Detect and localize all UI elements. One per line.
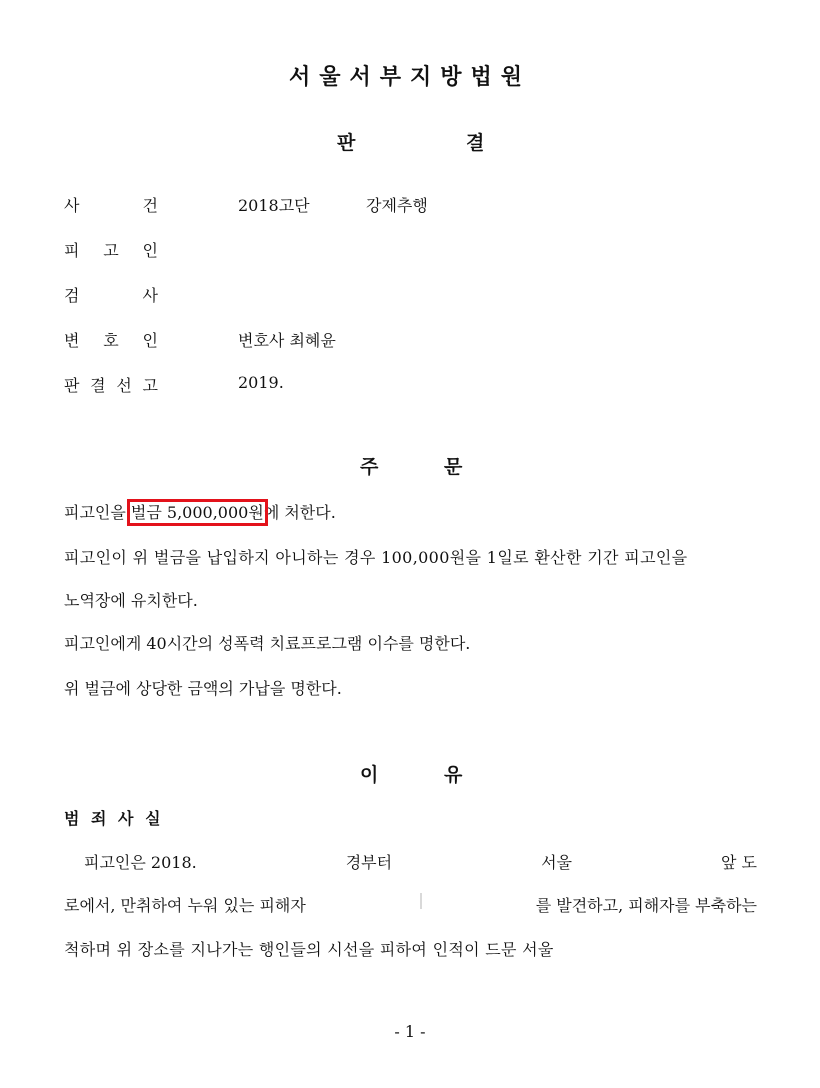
facts-section-title: 범 죄 사 실: [64, 809, 164, 828]
redaction-mark: [420, 893, 422, 909]
case-number: 2018고단: [238, 196, 310, 215]
defendant-label: 피 고 인: [64, 241, 158, 260]
case-type: 강제추행: [366, 196, 428, 215]
facts-line-1: 피고인은 2018. 경부터 서울 앞 도: [84, 853, 757, 872]
sentencing-date-label: 판 결 선 고: [64, 376, 158, 395]
facts-line-3: 척하며 위 장소를 지나가는 행인들의 시선을 피하여 인적이 드문 서울: [64, 940, 554, 959]
case-label: 사 건: [64, 196, 158, 215]
counsel-label: 변 호 인: [64, 331, 158, 350]
court-name: 서울서부지방법원: [288, 65, 532, 90]
order-line-2: 피고인이 위 벌금을 납입하지 아니하는 경우 100,000원을 1일로 환산한 기간 피고인을: [64, 548, 688, 567]
doc-title-right: 결: [466, 132, 485, 154]
counsel-name: 변호사 최혜윤: [238, 331, 336, 350]
doc-title-left: 판: [337, 132, 356, 154]
page-number: - 1 -: [394, 1022, 426, 1041]
order-line-1: 피고인을 벌금 5,000,000원에 처한다.: [64, 503, 336, 522]
order-heading-left: 주: [360, 456, 379, 478]
order-line-5: 위 벌금에 상당한 금액의 가납을 명한다.: [64, 679, 342, 698]
fine-amount-highlight: 벌금 5,000,000원: [130, 503, 264, 522]
sentencing-date: 2019.: [238, 373, 284, 392]
reasons-heading-right: 유: [444, 764, 463, 786]
order-line-3: 노역장에 유치한다.: [64, 591, 198, 610]
reasons-heading-left: 이: [360, 764, 379, 786]
prosecutor-label: 검 사: [64, 286, 158, 305]
facts-line-2: 로에서, 만취하여 누워 있는 피해자 를 발견하고, 피해자를 부축하는: [64, 893, 757, 916]
order-line-4: 피고인에게 40시간의 성폭력 치료프로그램 이수를 명한다.: [64, 634, 471, 653]
order-heading-right: 문: [444, 456, 463, 478]
